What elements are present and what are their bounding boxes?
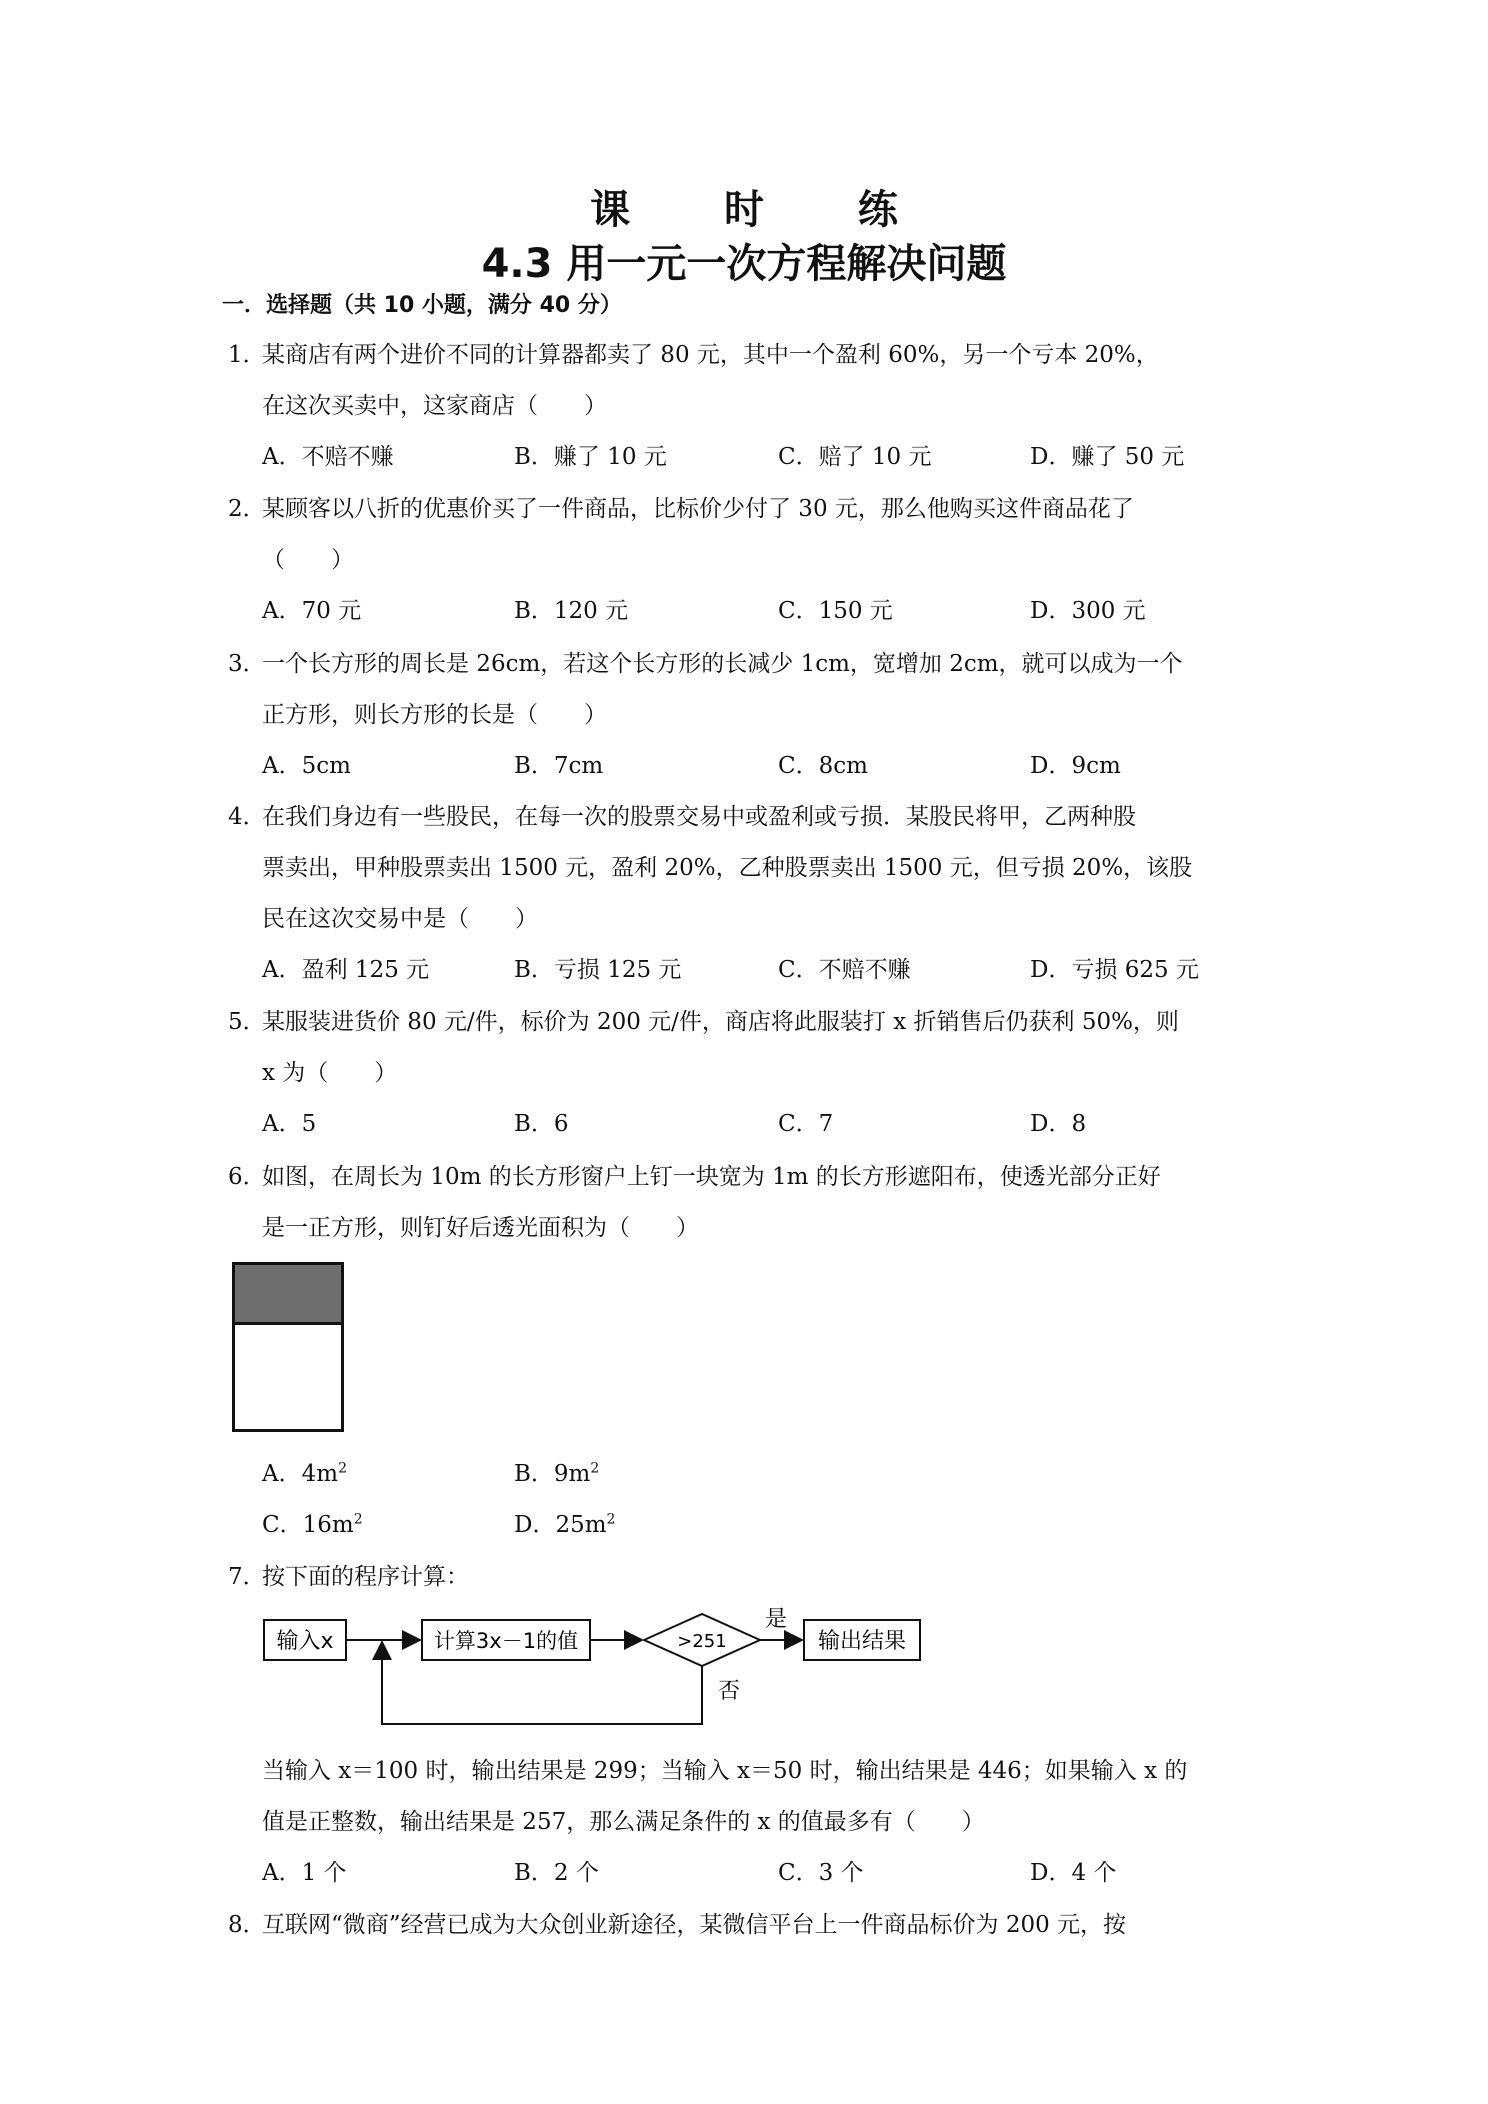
question-text: 在我们身边有一些股民，在每一次的股票交易中或盈利或亏损．某股民将甲，乙两种股 xyxy=(262,804,1136,830)
flow-input-label: 输入x xyxy=(276,1629,334,1654)
option-a: A．5 xyxy=(262,1111,317,1137)
question-text: 按下面的程序计算： xyxy=(262,1564,469,1590)
question-text: 某服装进货价 80 元/件，标价为 200 元/件，商店将此服装打 x 折销售后仍获利 50%，则 xyxy=(262,1009,1179,1035)
question-text: （ ） xyxy=(262,547,354,573)
page-title: 课 时 练 xyxy=(590,187,938,233)
option-c: C．3 个 xyxy=(778,1860,864,1886)
question-text: 正方形，则长方形的长是（ ） xyxy=(262,702,607,728)
option-c: C．$16m^2$ xyxy=(262,1511,363,1538)
option-d: D．亏损 625 元 xyxy=(1030,957,1199,983)
option-b: B．120 元 xyxy=(514,598,629,624)
question-text: 值是正整数，输出结果是 257，那么满足条件的 x 的值最多有（ ） xyxy=(262,1809,985,1835)
flow-no-label: 否 xyxy=(718,1679,741,1704)
option-a: A．盈利 125 元 xyxy=(262,957,430,983)
question-number: 1． xyxy=(228,342,266,368)
question-text: 互联网“微商”经营已成为大众创业新途径，某微信平台上一件商品标价为 200 元，按 xyxy=(262,1912,1127,1938)
question-text: 民在这次交易中是（ ） xyxy=(262,906,538,932)
sunshade-cloth xyxy=(234,1264,343,1324)
window-diagram xyxy=(232,1262,344,1432)
option-c: C．7 xyxy=(778,1111,834,1137)
option-b: B．6 xyxy=(514,1111,569,1137)
program-flowchart xyxy=(262,1600,942,1730)
option-a: A．5cm xyxy=(262,753,351,779)
question-text: 是一正方形，则钉好后透光面积为（ ） xyxy=(262,1215,699,1241)
option-b: B．赚了 10 元 xyxy=(514,444,667,470)
option-d: D．8 xyxy=(1030,1111,1087,1137)
option-a: A．不赔不赚 xyxy=(262,444,394,470)
option-d: D．4 个 xyxy=(1030,1860,1117,1886)
flow-output-label: 输出结果 xyxy=(817,1629,907,1654)
question-text: 一个长方形的周长是 26cm，若这个长方形的长减少 1cm，宽增加 2cm，就可以成为一个 xyxy=(262,651,1183,677)
option-b: B．7cm xyxy=(514,753,604,779)
option-a: A．$4m^2$ xyxy=(262,1460,347,1487)
flow-calc-label: 计算3x－1的值 xyxy=(433,1629,579,1653)
question-text: 当输入 x＝100 时，输出结果是 299；当输入 x＝50 时，输出结果是 446；如果输入 x 的 xyxy=(262,1758,1188,1784)
question-number: 7． xyxy=(228,1564,266,1590)
option-c: C．8cm xyxy=(778,753,868,779)
question-number: 5． xyxy=(228,1009,266,1035)
question-number: 2． xyxy=(228,496,266,522)
option-b: B．亏损 125 元 xyxy=(514,957,682,983)
option-d: D．$25m^2$ xyxy=(514,1511,616,1538)
question-text: 票卖出，甲种股票卖出 1500 元，盈利 20%，乙种股票卖出 1500 元，但亏损 20%，该股 xyxy=(262,855,1193,881)
question-text: 如图，在周长为 10m 的长方形窗户上钉一块宽为 1m 的长方形遮阳布，使透光部分正好 xyxy=(262,1164,1161,1190)
section-heading: 一．选择题（共 10 小题，满分 40 分） xyxy=(222,293,622,318)
option-c: C．不赔不赚 xyxy=(778,957,911,983)
lesson-title: 4.3 用一元一次方程解决问题 xyxy=(481,241,1007,287)
option-d: D．9cm xyxy=(1030,753,1121,779)
question-text: x 为（ ） xyxy=(262,1060,398,1086)
question-number: 8． xyxy=(228,1912,266,1938)
question-text: 在这次买卖中，这家商店（ ） xyxy=(262,393,607,419)
option-c: C．150 元 xyxy=(778,598,893,624)
question-number: 4． xyxy=(228,804,266,830)
question-text: 某商店有两个进价不同的计算器都卖了 80 元，其中一个盈利 60%，另一个亏本 20%， xyxy=(262,342,1159,368)
option-a: A．1 个 xyxy=(262,1860,347,1886)
question-number: 6． xyxy=(228,1164,266,1190)
option-b: B．$9m^2$ xyxy=(514,1460,600,1487)
question-number: 3． xyxy=(228,651,266,677)
option-b: B．2 个 xyxy=(514,1860,599,1886)
flow-yes-label: 是 xyxy=(764,1607,788,1632)
option-c: C．赔了 10 元 xyxy=(778,444,932,470)
option-d: D．300 元 xyxy=(1030,598,1146,624)
option-d: D．赚了 50 元 xyxy=(1030,444,1185,470)
flow-condition-label: >251 xyxy=(677,1631,727,1652)
option-a: A．70 元 xyxy=(262,598,362,624)
question-text: 某顾客以八折的优惠价买了一件商品，比标价少付了 30 元，那么他购买这件商品花了 xyxy=(262,496,1134,522)
